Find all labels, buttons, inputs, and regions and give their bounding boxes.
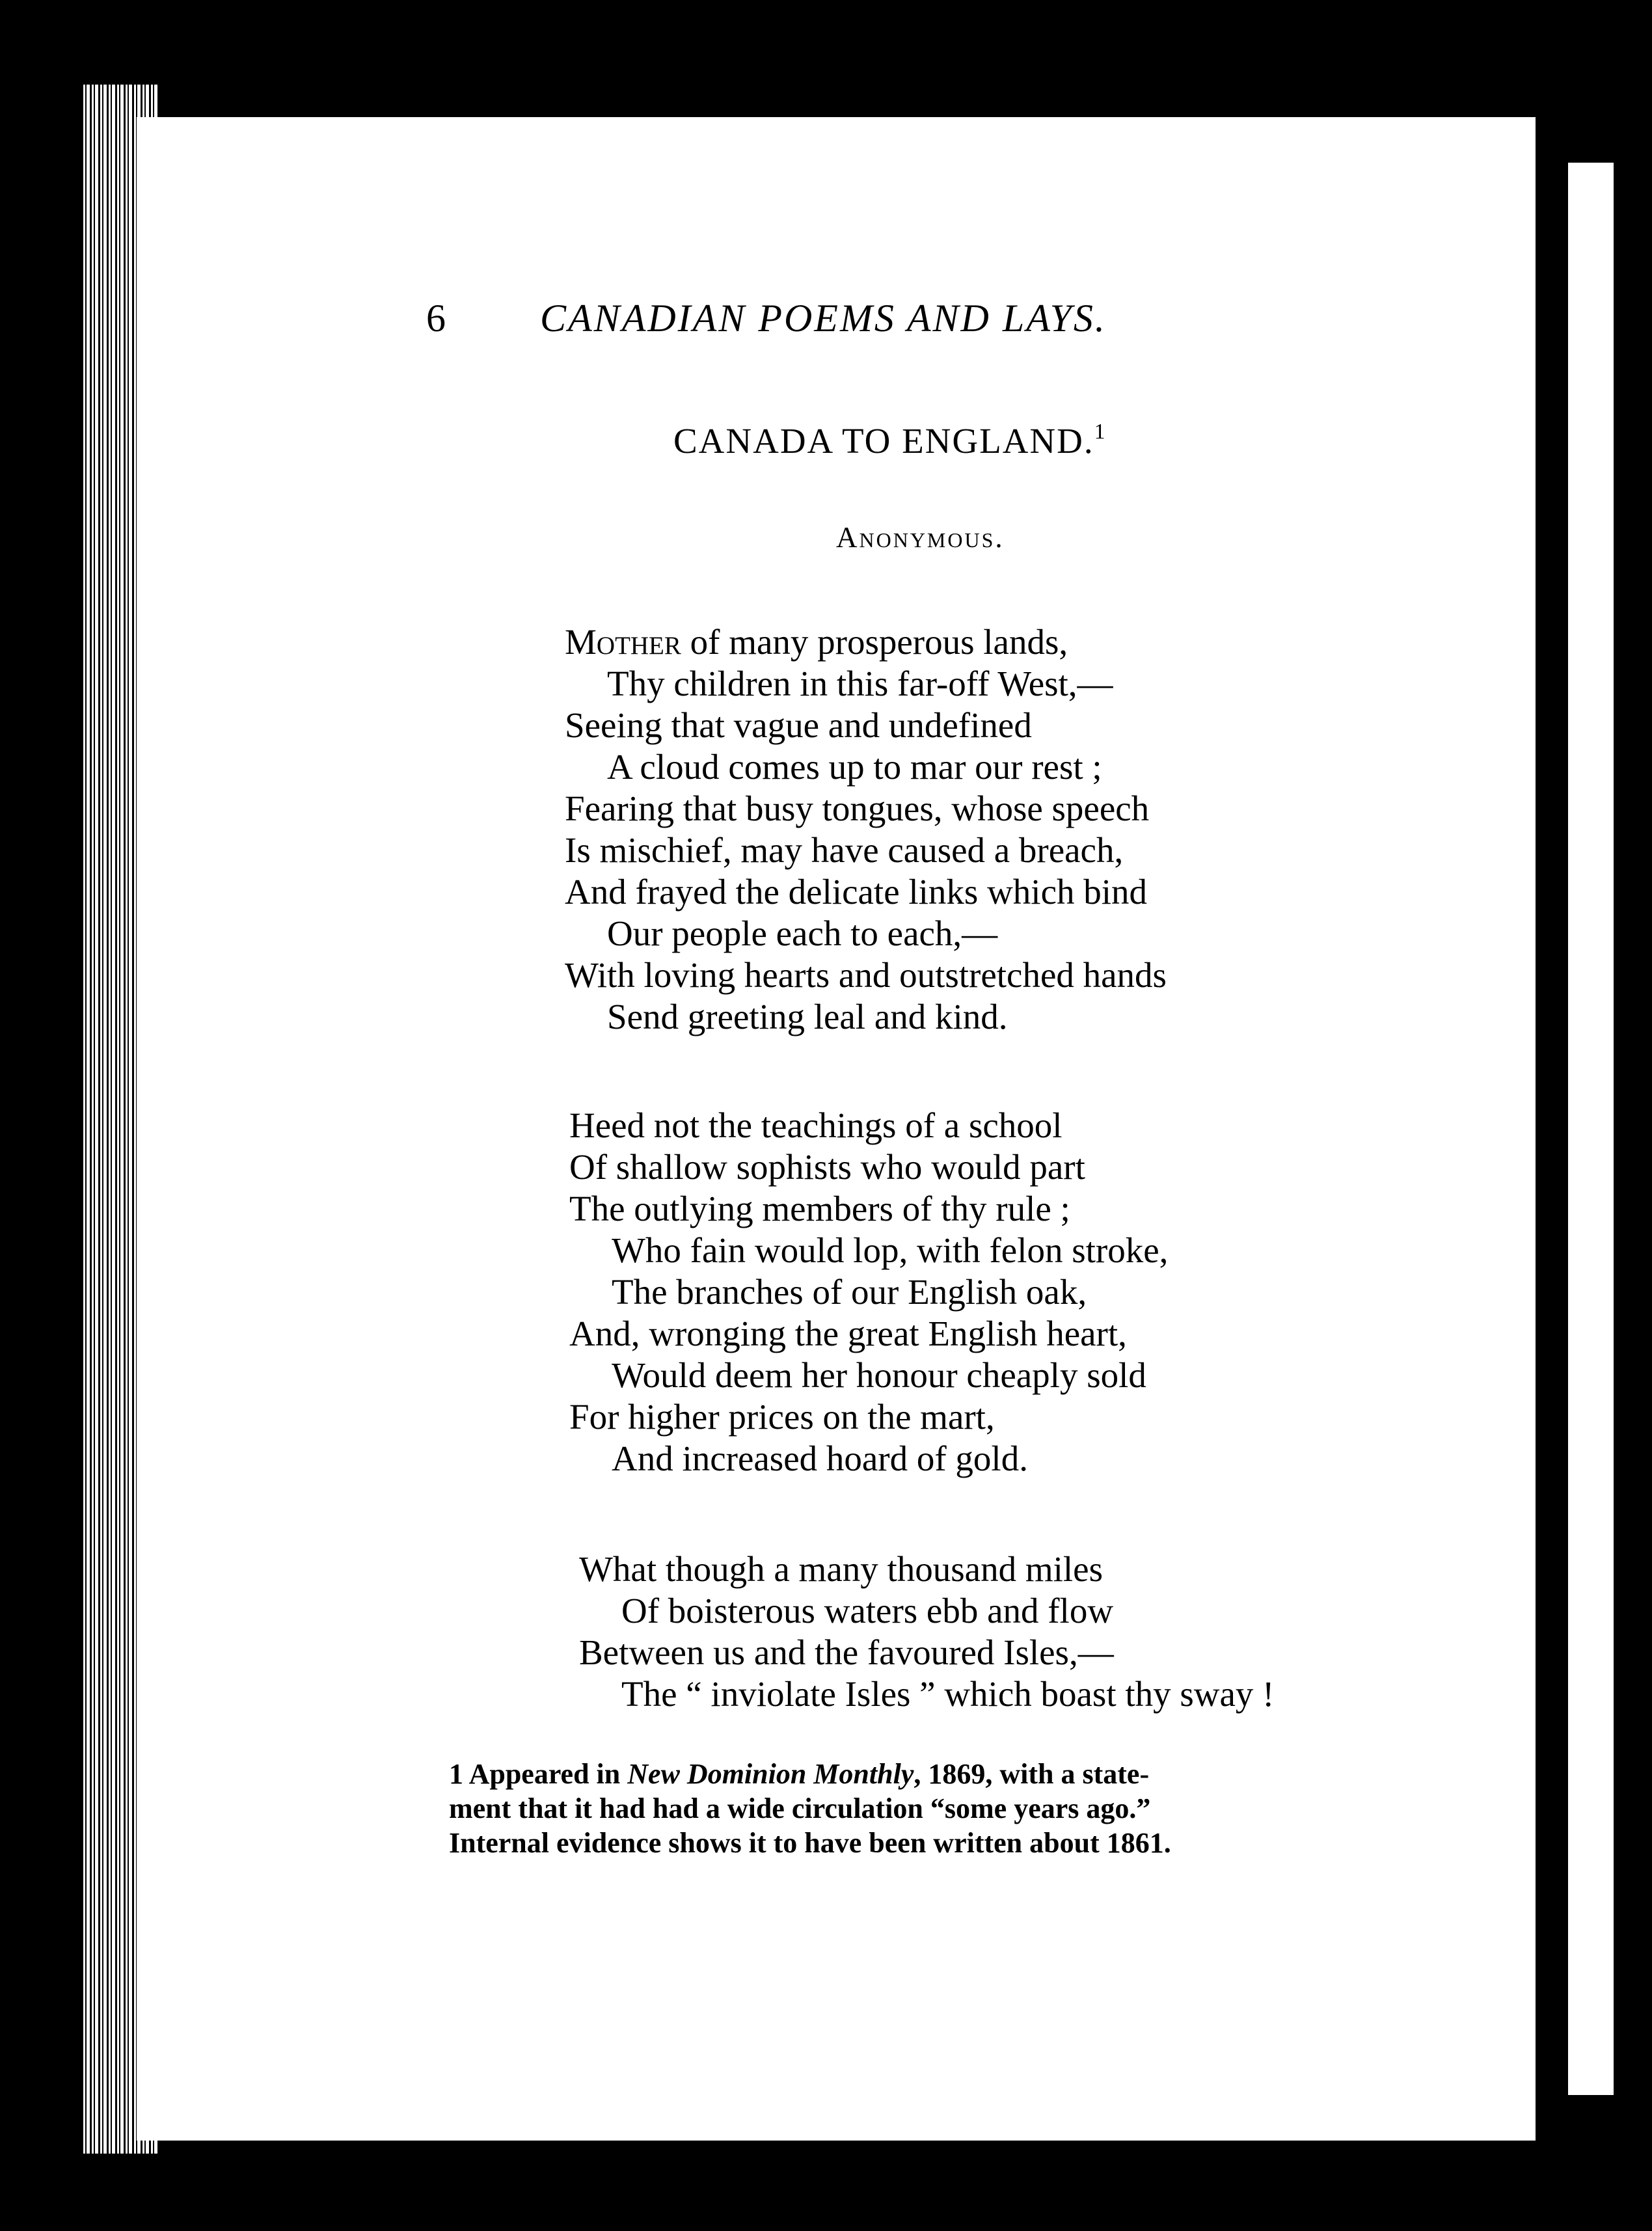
stanza-2 [569,1105,1168,1480]
footnote-text: Appeared in [468,1758,628,1790]
poem-title [673,420,1107,461]
poem-line [565,621,1167,663]
page-number: 6 [426,297,446,340]
poem-line: Would deem her honour cheaply sold [612,1355,1146,1395]
stanza-1 [565,621,1167,1038]
poem-author: Anonymous. [836,521,1005,554]
poem-line: Who fain would lop, with felon stroke, [612,1230,1169,1270]
poem-line: Of shallow sophists who would part [569,1147,1085,1187]
footnote-publication: New Dominion Monthly [627,1758,914,1790]
poem-line: For higher prices on the mart, [569,1397,995,1437]
poem-line: Seeing that vague and undefined [565,705,1032,745]
footnote-reference: 1 [1094,420,1107,444]
footnote-line: ment that it had had a wide circulation “some years ago.” [449,1792,1151,1824]
stanza-first-word: Mother [565,622,681,662]
poem-line: Send greeting leal and kind. [607,997,1008,1036]
poem-line: And, wronging the great English heart, [569,1314,1127,1353]
poem-line: The “ inviolate Isles ” which boast thy sway ! [621,1674,1275,1714]
footnote-line: Internal evidence shows it to have been written about 1861. [449,1827,1171,1859]
running-head [0,296,1652,348]
poem-line: And increased hoard of gold. [612,1439,1028,1478]
poem-line: A cloud comes up to mar our rest ; [607,747,1102,787]
poem-line: With loving hearts and outstretched hands [565,955,1167,995]
poem-line: Of boisterous waters ebb and flow [621,1591,1114,1630]
poem-line: What though a many thousand miles [579,1549,1103,1589]
poem-line: The outlying members of thy rule ; [569,1189,1070,1228]
book-title: CANADIAN POEMS AND LAYS. [540,297,1107,340]
poem-line: And frayed the delicate links which bind [565,872,1148,912]
first-line-rest: of many prosperous lands, [681,622,1068,662]
poem-line: Our people each to each,— [607,913,998,953]
poem-line: Fearing that busy tongues, whose speech [565,789,1150,828]
poem-line: Is mischief, may have caused a breach, [565,830,1124,870]
stanza-3 [579,1548,1274,1715]
poem-line: Thy children in this far-off West,— [607,664,1113,703]
poem-line: Heed not the teachings of a school [569,1105,1063,1145]
footnote-text: , 1869, with a state- [914,1758,1150,1790]
footnote [449,1757,1510,1860]
poem-title-text: CANADA TO ENGLAND. [673,421,1094,461]
poem-line: Between us and the favoured Isles,— [579,1632,1114,1672]
poem-line: The branches of our English oak, [612,1272,1087,1312]
footnote-marker: 1 [449,1758,463,1790]
footnote-line [449,1757,1510,1791]
facing-page-edge [1568,163,1614,2095]
